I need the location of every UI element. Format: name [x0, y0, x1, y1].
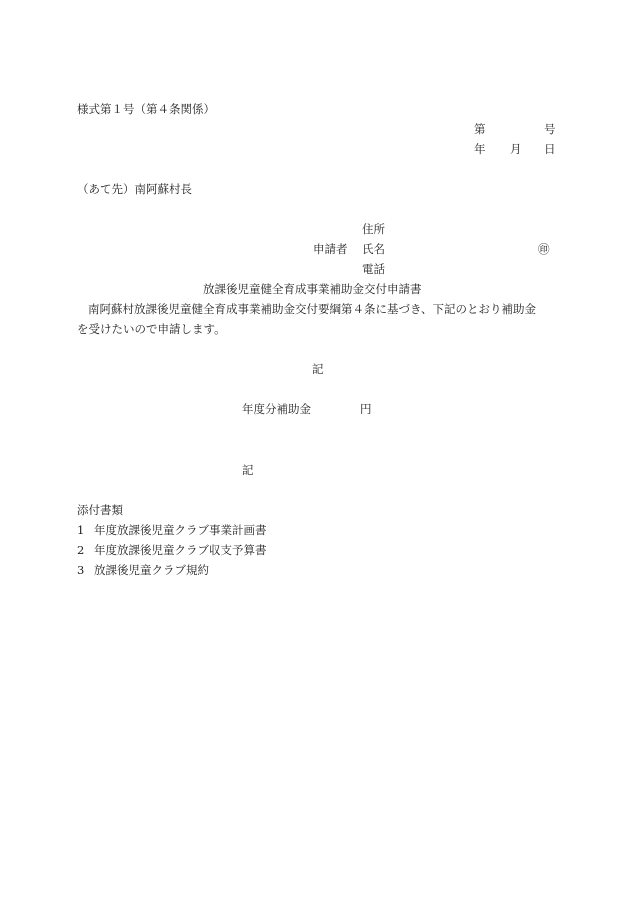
subsidy-unit: 円: [360, 402, 372, 416]
attachment-item-number: 2: [77, 543, 85, 557]
date-year: 年: [474, 142, 486, 156]
subsidy-label: 年度分補助金: [242, 402, 311, 416]
document-title: 放課後児童健全育成事業補助金交付申請書: [203, 282, 422, 296]
body-line-1: 南阿蘇村放課後児童健全育成事業補助金交付要綱第４条に基づき、下記のとおり補助金: [88, 302, 537, 316]
ki-second: 記: [242, 463, 254, 477]
attachment-item-text: 放課後児童クラブ規約: [94, 563, 209, 577]
attachment-item-text: 年度放課後児童クラブ事業計画書: [94, 523, 267, 537]
form-number: 様式第１号（第４条関係）: [77, 102, 215, 116]
ki-heading: 記: [312, 362, 324, 376]
attachments-heading: 添付書類: [77, 503, 123, 517]
seal-mark: ㊞: [538, 242, 550, 256]
name-label: 氏名: [362, 242, 385, 256]
date-month: 月: [510, 142, 522, 156]
doc-number-dai: 第: [474, 122, 486, 136]
address-label: 住所: [362, 222, 385, 236]
body-line-2: を受けたいので申請します。: [77, 322, 226, 336]
applicant-role-label: 申請者: [313, 242, 348, 256]
date-day: 日: [544, 142, 556, 156]
attachment-item-number: 1: [77, 523, 85, 537]
phone-label: 電話: [362, 262, 385, 276]
attachment-item-number: 3: [77, 563, 85, 577]
addressee: （あて先）南阿蘇村長: [77, 182, 192, 196]
doc-number-go: 号: [544, 122, 556, 136]
attachment-item-text: 年度放課後児童クラブ収支予算書: [94, 543, 267, 557]
